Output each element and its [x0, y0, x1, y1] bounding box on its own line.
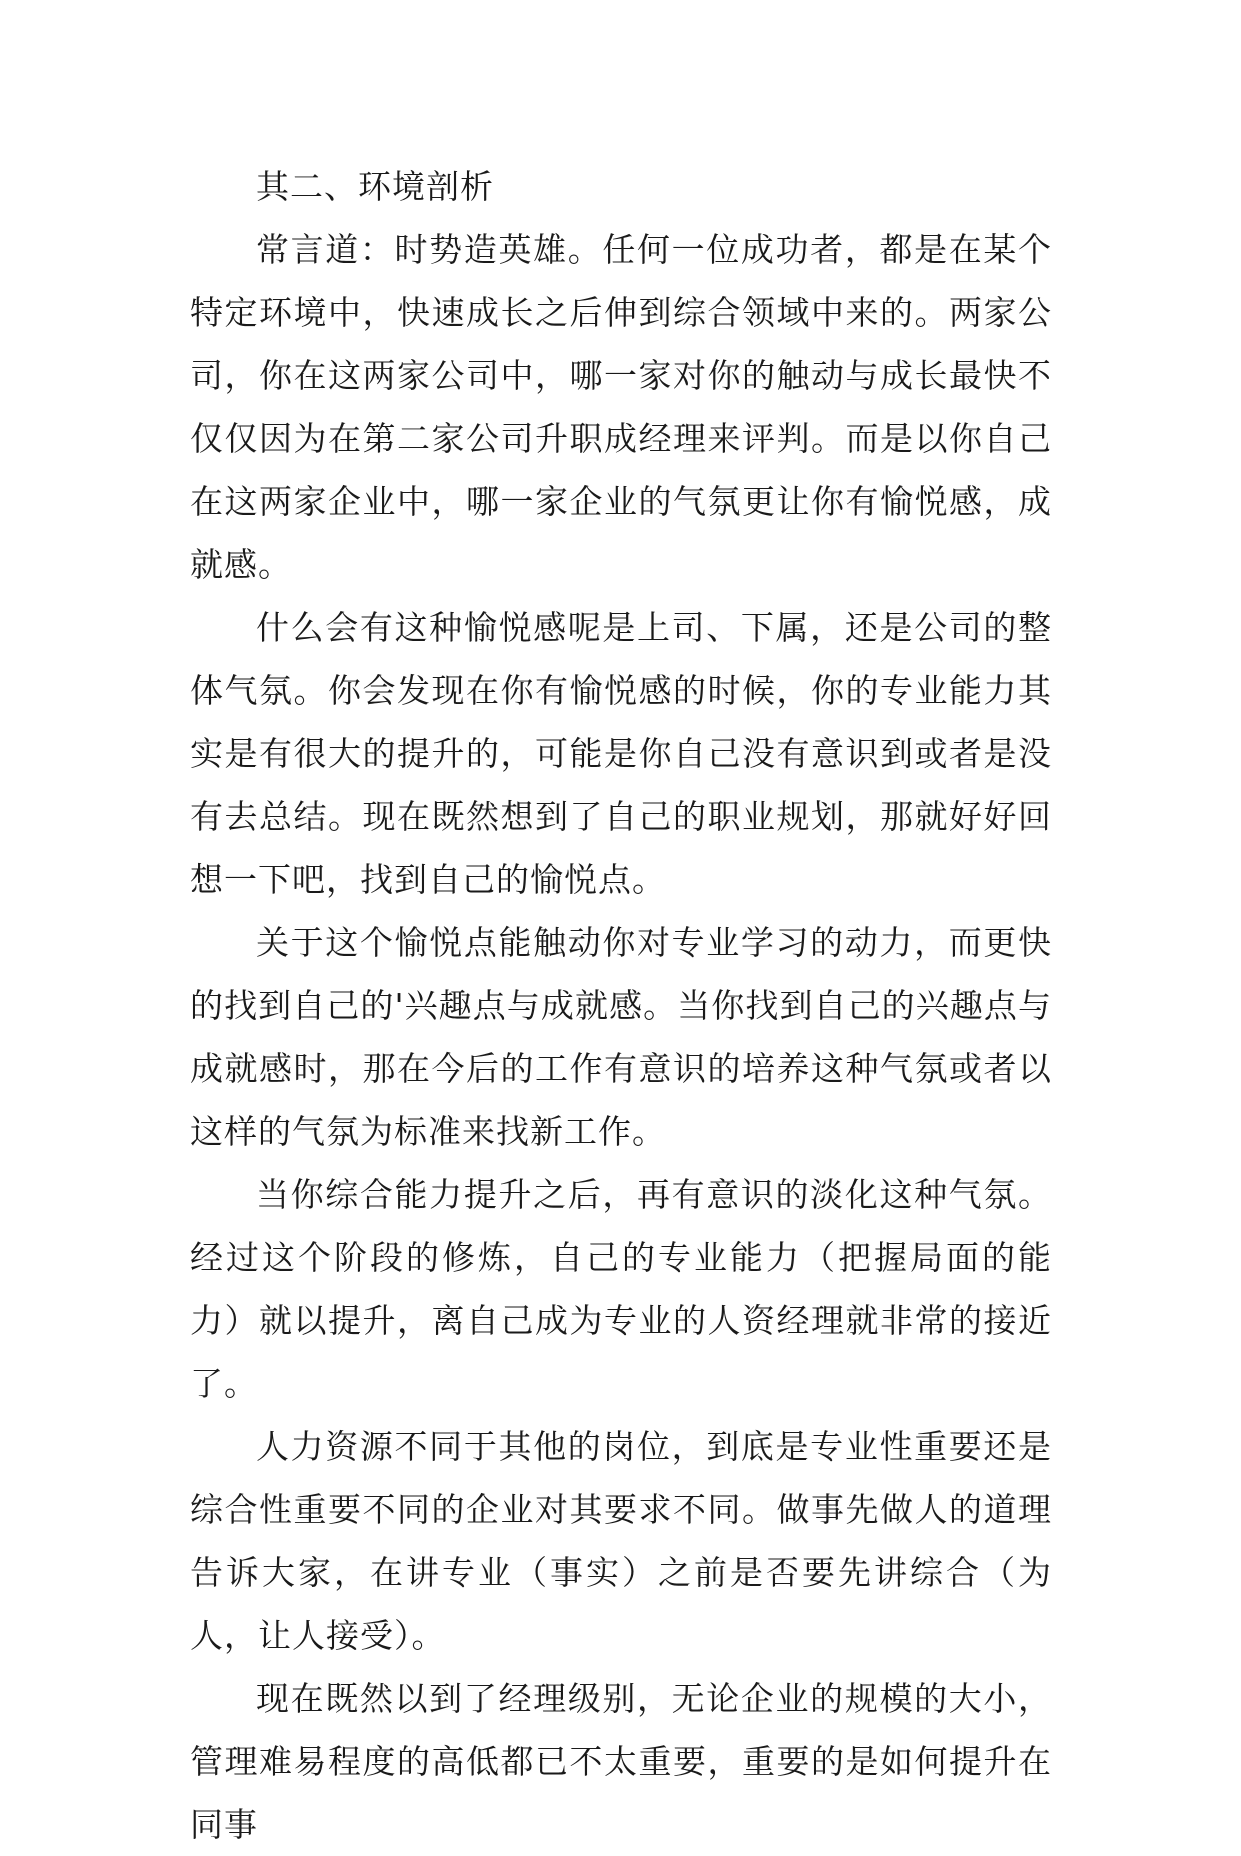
- paragraph: 关于这个愉悦点能触动你对专业学习的动力，而更快的找到自己的'兴趣点与成就感。当你找到自己的兴趣点与成就感时，那在今后的工作有意识的培养这种气氛或者以这样的气氛为标准来找新工作。: [190, 923, 1052, 1151]
- paragraph: 当你综合能力提升之后，再有意识的淡化这种气氛。经过这个阶段的修炼，自己的专业能力（把握局面的能力）就以提升，离自己成为专业的人资经理就非常的接近了。: [190, 1175, 1052, 1403]
- paragraph: 人力资源不同于其他的岗位，到底是专业性重要还是综合性重要不同的企业对其要求不同。做事先做人的道理告诉大家，在讲专业（事实）之前是否要先讲综合（为人，让人接受）。: [190, 1427, 1052, 1655]
- paragraph: 什么会有这种愉悦感呢是上司、下属，还是公司的整体气氛。你会发现在你有愉悦感的时候，你的专业能力其实是有很大的提升的，可能是你自己没有意识到或者是没有去总结。现在既然想到了自己的职业规划，那就好好回想一下吧，找到自己的愉悦点。: [190, 608, 1052, 899]
- paragraph: 常言道：时势造英雄。任何一位成功者，都是在某个特定环境中，快速成长之后伸到综合领域中来的。两家公司，你在这两家公司中，哪一家对你的触动与成长最快不仅仅因为在第二家公司升职成经理来评判。而是以你自己在这两家企业中，哪一家企业的气氛更让你有愉悦感，成就感。: [190, 230, 1052, 584]
- document-body: [190, 155, 1052, 1856]
- paragraph: 现在既然以到了经理级别，无论企业的规模的大小，管理难易程度的高低都已不太重要，重要的是如何提升在同事: [190, 1679, 1052, 1844]
- section-heading: 其二、环境剖析: [256, 167, 494, 206]
